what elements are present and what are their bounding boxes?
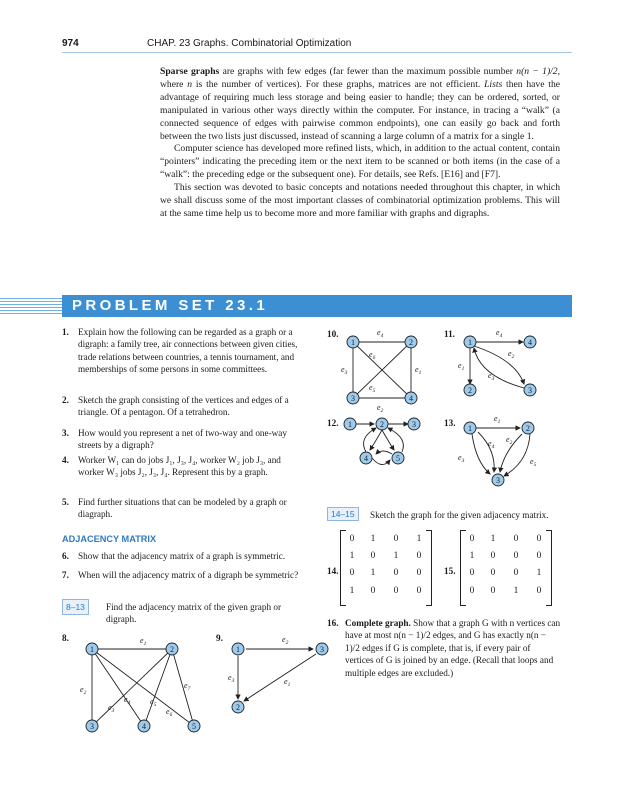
chapter-title: CHAP. 23 Graphs. Combinatorial Optimization — [147, 38, 352, 49]
f13-vertex-3: 3 — [496, 476, 500, 485]
svg-text:e1: $e_1$ — [494, 414, 501, 425]
figure-9-label: 9. — [216, 633, 223, 643]
problem-3: 3. How would you represent a net of two-way and one-way streets by a digraph? — [62, 428, 287, 451]
f8-vertex-1: 1 — [90, 645, 94, 654]
figure-11-graph — [458, 326, 558, 416]
svg-text:e2: $e_2$ — [377, 403, 384, 414]
adjacency-matrix-heading: ADJACENCY MATRIX — [62, 534, 157, 544]
f9-vertex-2: 2 — [236, 703, 240, 712]
svg-text:e5: $e_5$ — [150, 697, 157, 708]
figure-13-label: 13. — [444, 418, 456, 428]
problem-5: 5. Find further situations that can be modeled by a graph or diagraph. — [62, 497, 287, 520]
f10-vertex-2: 2 — [409, 338, 413, 347]
figure-12-label: 12. — [327, 418, 339, 428]
svg-text:e1: $e_1$ — [458, 361, 465, 372]
f12-vertex-2: 2 — [380, 420, 384, 429]
matrix-14-label: 14. — [327, 566, 339, 576]
f11-vertex-2: 2 — [468, 386, 472, 395]
svg-text:e4: $e_4$ — [488, 439, 495, 450]
intro-paragraph-1: Sparse graphs are graphs with few edges (far fewer than the maximum possible number n(n − 1)/2, where n is the number of vertices). For these graphs, matrices are not efficient. Lists then have the advantage of requiring much less storage and being easier to handle; they can be ordered, sorted, or manipulated in various other ways directly within the computer. For instance, in tracing a “walk” (a connected sequence of edges with pairwise common endpoints), one can easily go back and forth between the two lists just discussed, instead of scanning a large column of a matrix for a single 1. — [160, 66, 561, 142]
svg-text:e2: $e_2$ — [506, 435, 513, 446]
svg-text:e1: $e_1$ — [140, 636, 147, 647]
f8-vertex-4: 4 — [142, 722, 146, 731]
problem-6: 6. Show that the adjacency matrix of a graph is symmetric. — [62, 551, 286, 561]
svg-text:e4: $e_4$ — [496, 328, 503, 339]
svg-text:e6: $e_6$ — [166, 707, 173, 718]
textbook-page: 974 CHAP. 23 Graphs. Combinatorial Optimization Sparse graphs are graphs with few edges (far fewer than the maximum possible number n(n − 1)/2, where n is the number of vertices). For these graphs, matrices are not efficient. Lists then have the advantage of requiring much less storage and being easier to handle; they can be ordered, sorted, or manipulated in various other ways directly within the computer. For instance, in tracing a “walk” (a connected sequence of edges with pairwise common endpoints), one can easily go back and forth between the two lists just discussed, instead of scanning a large column of a matrix for a single 1. Computer science has developed more refined lists, which, in addition to the actual content, contain “pointers” indicating the preceding item or the next item to be scanned or both items (in the case of a “walk”: the preceding edge or the subsequent one). For details, see Refs. [E16] and [F7]. This section was devoted to basic concepts and notations needed throughout this chapter, in which we shall discuss some of the most important classes of combinatorial optimization problems. This will at the same time help us to become more and more familiar with graphs and digraphs. PROBLEM SET 23.1 1. Explain how the following can be regarded as a graph or a digraph: a family tree, air connections between given cities, trade relations between countries, a tennis tournament, and memberships of some persons in some committees. 2. Sketch the graph consisting of the vertices and edges of a triangle. Of a pentagon. Of a tetrahedron. 3. How would you represent a net of two-way and one-way streets by a digraph? 4. Worker W₁ can do jobs J₁, J₃, J₄, worker W₂ job J₃, and worker W₃ jobs J₂, J₃, J₄. Represent this by a graph. 5. Find further situations that can be modeled by a graph or diagraph. ADJACENCY MATRIX 6. Show that the adjacency matrix of a graph is symmetric. 7. When will the adjacency matrix of a digraph be symmetric? 8–13 Find the adjacency matrix of the given graph or digraph. 8. $e_1$ $e_2$ $e_3$ $e_4$ $e_5$ $e_6$ $e_7$ 1 2 3 4 5 9. $e_2$ $e_3$ $e_1$ 1 3 2 10. $e_4$ $e_3$ $e_1$ $e_2$ $e_6$ $e_5$ 1 2 3 4 11. $e_4$ $e_1$ $e_2$ $e_3$ 1 4 2 3 12. 1 2 3 4 5 13. $e_1$ $e_2$ $e_4$ $e_3$ $e_5$ 1 2 3 14–15 Sketch the graph for the given adjacency matrix. 14. 0 1 0 1 1 0 1 0 0 1 0 0 1 0 0 0 15. 0 1 0 0 1 0 0 0 0 0 0 1 0 0 1 0 16. Complete graph. Show that a graph G with n vertices can have at most n(n − 1)/2 edges, and G has exactly n(n − 1)/2 edges if G is complete, that is, if every pair of vertices of G is joined by an edge. (Recall that loops and multiple edges are excluded.) — [0, 0, 639, 800]
range-8-13-instruction: Find the adjacency matrix of the given graph or digraph. — [106, 602, 282, 625]
intro-paragraph-2: Computer science has developed more refined lists, which, in addition to the actual content, contain “pointers” indicating the preceding item or the next item to be scanned or both items (in the case of a “walk”: the preceding edge or the subsequent one). For details, see Refs. [E16] and [F7]. — [160, 143, 560, 181]
svg-text:e7: $e_7$ — [184, 681, 191, 692]
f9-vertex-3: 3 — [320, 645, 324, 654]
svg-text:e2: $e_2$ — [80, 685, 87, 696]
f11-vertex-3: 3 — [528, 386, 532, 395]
svg-text:e1: $e_1$ — [415, 365, 422, 376]
problem-4: 4. Worker W₁ can do jobs J₁, J₃, J₄, worker W₂ job J₃, and worker W₃ jobs J₂, J₃, J₄. Represent this by a graph. — [62, 455, 281, 478]
intro-paragraph-3: This section was devoted to basic concepts and notations needed throughout this chapter, in which we shall discuss some of the most important classes of combinatorial optimization problems. This will at the same time help us to become more and more familiar with graphs and digraphs. — [160, 182, 560, 219]
f8-vertex-2: 2 — [170, 645, 174, 654]
f13-vertex-2: 2 — [526, 424, 530, 433]
svg-text:e2: $e_2$ — [282, 635, 289, 646]
f10-vertex-3: 3 — [351, 394, 355, 403]
f9-vertex-1: 1 — [236, 645, 240, 654]
f8-vertex-5: 5 — [192, 722, 196, 731]
header-rule — [62, 52, 572, 53]
f11-vertex-1: 1 — [468, 338, 472, 347]
f12-vertex-5: 5 — [396, 454, 400, 463]
svg-text:e3: $e_3$ — [228, 673, 235, 684]
problem-1: 1. Explain how the following can be regarded as a graph or a digraph: a family tree, air connections between given cities, trade relations between countries, a tennis tournament, and memberships of some persons in some committees. — [62, 327, 298, 375]
figure-8-label: 8. — [62, 633, 69, 643]
problem-set-banner — [0, 295, 572, 317]
f11-vertex-4: 4 — [528, 338, 532, 347]
range-14-15-instruction: Sketch the graph for the given adjacency matrix. — [370, 510, 549, 520]
svg-text:e3: $e_3$ — [341, 365, 348, 376]
svg-text:e5: $e_5$ — [530, 457, 537, 468]
svg-text:e6: $e_6$ — [369, 350, 376, 361]
svg-text:e1: $e_1$ — [284, 677, 291, 688]
svg-text:e4: $e_4$ — [124, 695, 131, 706]
svg-text:e2: $e_2$ — [508, 349, 515, 360]
problem-2: 2. Sketch the graph consisting of the vertices and edges of a triangle. Of a pentagon. Of a tetrahedron. — [62, 395, 289, 418]
page-number: 974 — [62, 38, 79, 49]
matrix-15: 0 1 0 0 1 0 0 0 0 0 0 1 0 0 1 0 — [460, 530, 552, 606]
f8-vertex-3: 3 — [90, 722, 94, 731]
matrix-14: 0 1 0 1 1 0 1 0 0 1 0 0 1 0 0 0 — [340, 530, 432, 606]
intro-text — [160, 66, 560, 221]
svg-text:e5: $e_5$ — [369, 383, 376, 394]
svg-text:e4: $e_4$ — [377, 328, 384, 339]
svg-text:e3: $e_3$ — [108, 703, 115, 714]
f12-vertex-1: 1 — [348, 420, 352, 429]
figure-13-graph — [458, 412, 558, 496]
figure-8-graph — [80, 632, 215, 738]
figure-11-label: 11. — [444, 329, 455, 339]
svg-text:e3: $e_3$ — [458, 453, 465, 464]
f13-vertex-1: 1 — [468, 424, 472, 433]
matrix-15-label: 15. — [444, 566, 456, 576]
figure-12-graph — [340, 412, 440, 492]
f12-vertex-3: 3 — [412, 420, 416, 429]
range-label-8-13: 8–13 — [62, 599, 89, 615]
problem-set-title: PROBLEM SET 23.1 — [72, 297, 269, 314]
svg-text:e3: $e_3$ — [488, 371, 495, 382]
figure-9-graph — [228, 630, 338, 720]
f10-vertex-1: 1 — [351, 338, 355, 347]
range-label-14-15: 14–15 — [327, 507, 359, 521]
f12-vertex-4: 4 — [364, 454, 368, 463]
f10-vertex-4: 4 — [409, 394, 413, 403]
figure-10-label: 10. — [327, 329, 339, 339]
banner-decorative-lines — [0, 298, 62, 314]
problem-7: 7. When will the adjacency matrix of a digraph be symmetric? — [62, 570, 299, 580]
